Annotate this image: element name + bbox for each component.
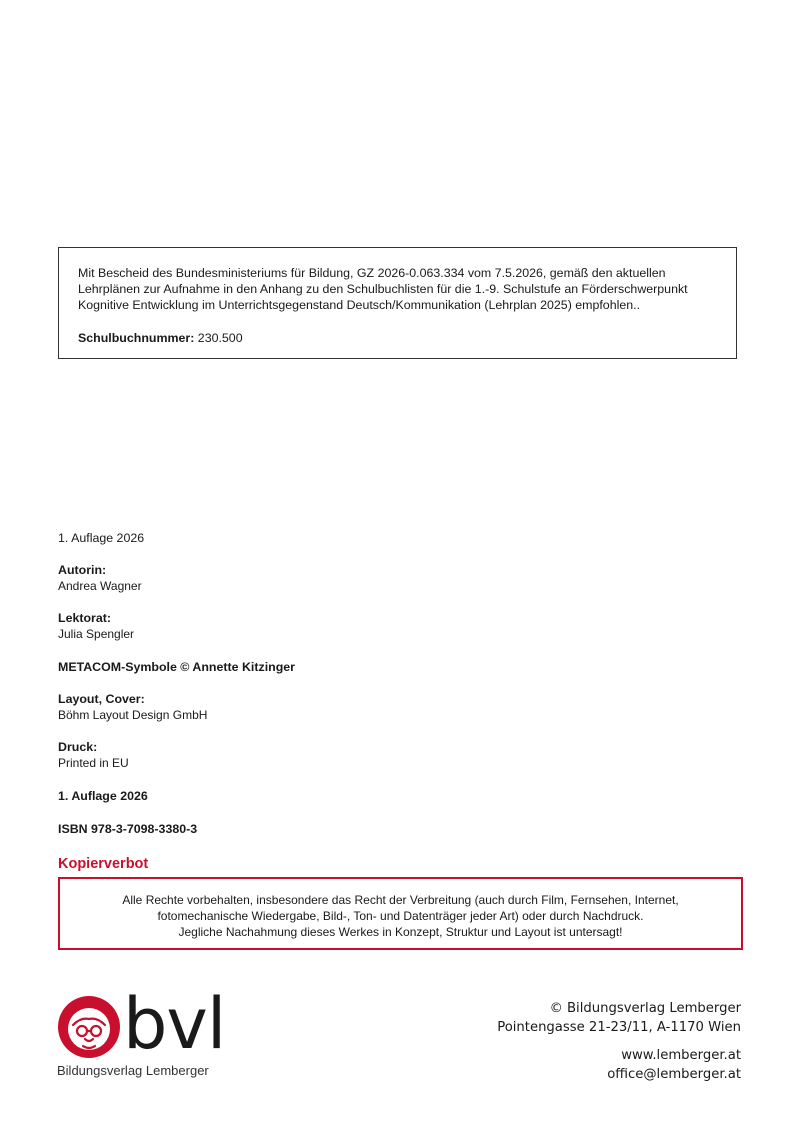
logo-tagline: Bildungsverlag Lemberger bbox=[57, 1063, 209, 1078]
layout-name: Böhm Layout Design GmbH bbox=[58, 708, 208, 722]
editor-block bbox=[58, 610, 134, 642]
approval-notice bbox=[58, 247, 737, 359]
editor-name: Julia Spengler bbox=[58, 627, 135, 641]
kopierverbot-title: Kopierverbot bbox=[58, 856, 149, 872]
schulbuchnummer bbox=[78, 330, 718, 346]
approval-line-3: Kognitive Entwicklung im Unterrichtsgegenstand Deutsch/Kommunikation (Lehrplan 2025) empfohlen.. bbox=[78, 298, 641, 312]
approval-line-1: Mit Bescheid des Bundesministeriums für Bildung, GZ 2026-0.063.334 vom 7.5.2026, gemäß den aktuellen bbox=[78, 266, 666, 280]
lion-head-icon bbox=[57, 995, 121, 1059]
schulbuchnummer-label: Schulbuchnummer: bbox=[78, 331, 195, 345]
print-value: Printed in EU bbox=[58, 756, 129, 770]
email-link[interactable]: office@lemberger.at bbox=[607, 1067, 741, 1082]
edition: 1. Auflage 2026 bbox=[58, 531, 145, 545]
kopierverbot-line-2: fotomechanische Wiedergabe, Bild-, Ton- und Datenträger jeder Art) oder durch Nachdruck. bbox=[157, 909, 644, 923]
kopierverbot-line-3: Jegliche Nachahmung dieses Werkes in Konzept, Struktur und Layout ist untersagt! bbox=[178, 925, 623, 939]
kopierverbot-box bbox=[58, 877, 743, 950]
publisher-contact bbox=[497, 999, 741, 1084]
isbn: ISBN 978-3-7098-3380-3 bbox=[58, 822, 198, 836]
approval-line-2: Lehrplänen zur Aufnahme in den Anhang zu den Schulbuchlisten für die 1.-9. Schulstufe an Förderschwerpunkt bbox=[78, 282, 688, 296]
address: Pointengasse 21-23/11, A-1170 Wien bbox=[497, 1020, 741, 1035]
layout-block bbox=[58, 691, 207, 723]
print-block bbox=[58, 739, 129, 771]
edition-bold: 1. Auflage 2026 bbox=[58, 789, 148, 803]
author-name: Andrea Wagner bbox=[58, 579, 142, 593]
schulbuchnummer-value: 230.500 bbox=[197, 331, 243, 345]
author-block bbox=[58, 562, 142, 594]
editor-label: Lektorat: bbox=[58, 611, 112, 625]
print-label: Druck: bbox=[58, 740, 98, 754]
publisher-logo bbox=[57, 983, 247, 1085]
author-label: Autorin: bbox=[58, 563, 107, 577]
layout-label: Layout, Cover: bbox=[58, 692, 145, 706]
logo-wordmark: bvl bbox=[123, 983, 226, 1065]
kopierverbot-line-1: Alle Rechte vorbehalten, insbesondere das Recht der Verbreitung (auch durch Film, Fernsehen, Internet, bbox=[122, 893, 679, 907]
symbols-credit: METACOM-Symbole © Annette Kitzinger bbox=[58, 660, 295, 674]
copyright: © Bildungsverlag Lemberger bbox=[549, 1001, 741, 1016]
website-link[interactable]: www.lemberger.at bbox=[621, 1048, 741, 1063]
